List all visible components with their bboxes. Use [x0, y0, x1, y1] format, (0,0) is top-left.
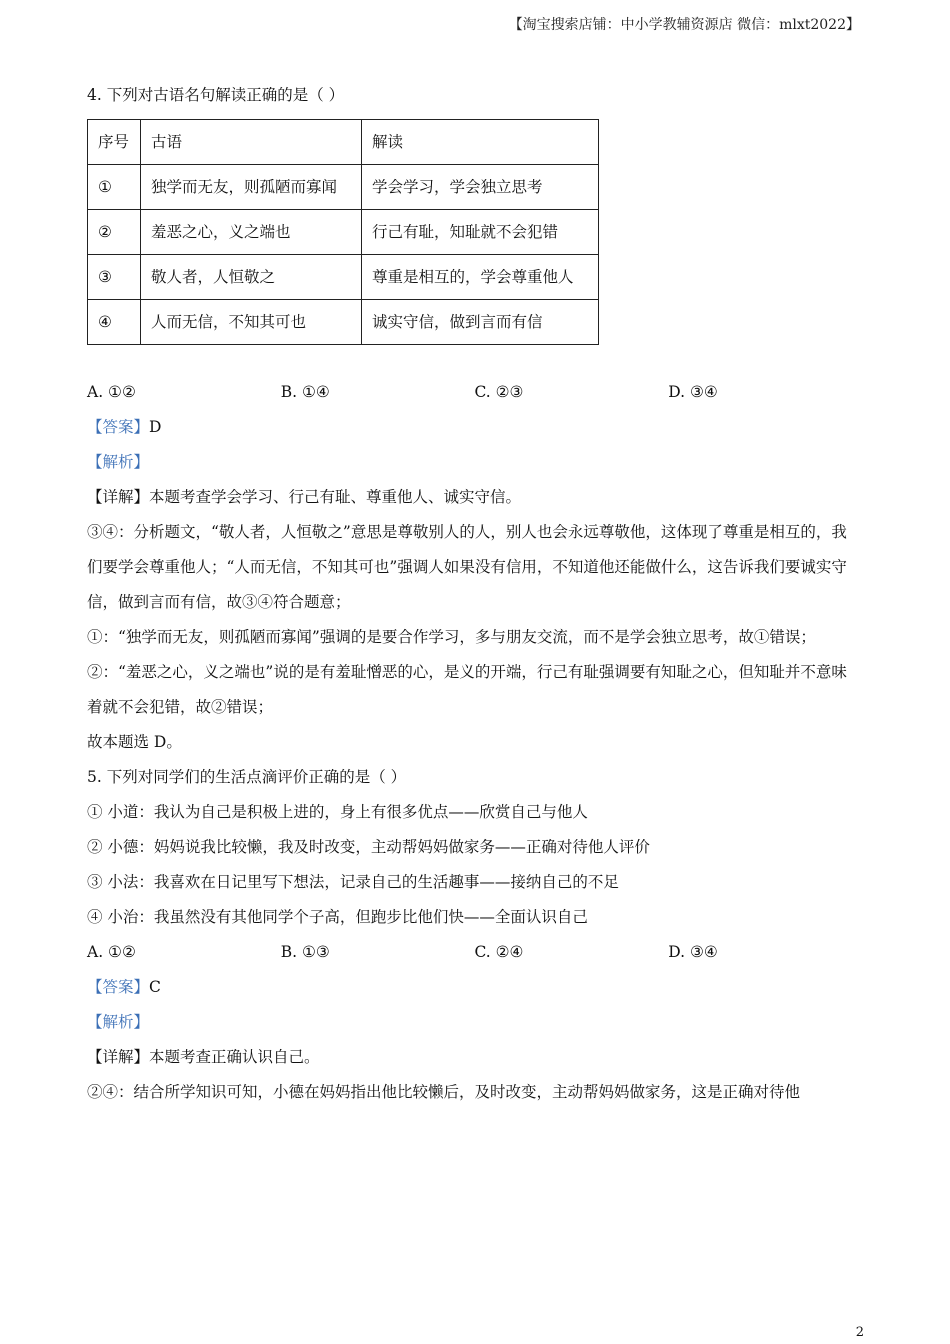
table-cell: 行己有耻，知耻就不会犯错	[362, 210, 599, 255]
q5-answer	[87, 970, 862, 1005]
q5-item: ③ 小法：我喜欢在日记里写下想法，记录自己的生活趣事——接纳自己的不足	[87, 873, 619, 891]
table-cell: 羞恶之心，义之端也	[141, 210, 362, 255]
option-c: C. ②④	[474, 943, 524, 961]
option-d: D. ③④	[668, 383, 718, 401]
table-header-cell: 古语	[141, 120, 362, 165]
page-number: 2	[855, 1325, 864, 1340]
q4-analysis-paragraph: ①：“独学而无友，则孤陋而寡闻”强调的是要合作学习，多与朋友交流，而不是学会独立思考，故①错误；	[87, 628, 816, 646]
table-row	[88, 300, 599, 345]
table-cell: 诚实守信，做到言而有信	[362, 300, 599, 345]
q4-analysis-paragraph: ③④：分析题文，“敬人者，人恒敬之”意思是尊敬别人的人，别人也会永远尊敬他，这体现了尊重是相互的，我们要学会尊重他人；“人而无信，不知其可也”强调人如果没有信用，不知道他还能做什么，这告诉我们要诚实守信，做到言而有信，故③④符合题意；	[87, 523, 847, 611]
q4-analysis-paragraph: ②：“羞恶之心，义之端也”说的是有羞耻憎恶的心，是义的开端，行己有耻强调要有知耻之心，但知耻并不意味着就不会犯错，故②错误；	[87, 663, 847, 716]
table-cell: 人而无信，不知其可也	[141, 300, 362, 345]
table-cell: ③	[88, 255, 141, 300]
q5-stem: 5. 下列对同学们的生活点滴评价正确的是（ ）	[87, 768, 407, 786]
table-row	[88, 165, 599, 210]
table-cell: ②	[88, 210, 141, 255]
table-cell: 学会学习，学会独立思考	[362, 165, 599, 210]
table-cell: ④	[88, 300, 141, 345]
q5-detail: 【详解】本题考查正确认识自己。	[87, 1048, 320, 1066]
option-a: A. ①②	[87, 943, 136, 961]
q4-answer	[87, 410, 862, 445]
q5-options	[87, 935, 862, 970]
table-cell: 尊重是相互的，学会尊重他人	[362, 255, 599, 300]
q4-analysis-label: 【解析】	[87, 453, 150, 471]
q5-item: ① 小道：我认为自己是积极上进的，身上有很多优点——欣赏自己与他人	[87, 803, 588, 821]
page-content	[87, 78, 862, 1110]
table-cell: ①	[88, 165, 141, 210]
answer-value: C	[149, 978, 161, 996]
q4-table	[87, 119, 599, 345]
q4-detail: 【详解】本题考查学会学习、行己有耻、尊重他人、诚实守信。	[87, 488, 522, 506]
table-header-cell: 序号	[88, 120, 141, 165]
option-b: B. ①③	[280, 943, 330, 961]
q4-conclusion: 故本题选 D。	[87, 733, 182, 751]
q4-stem: 4. 下列对古语名句解读正确的是（ ）	[87, 86, 345, 104]
q5-item: ② 小德：妈妈说我比较懒，我及时改变，主动帮妈妈做家务——正确对待他人评价	[87, 838, 650, 856]
option-c: C. ②③	[474, 383, 524, 401]
table-cell: 独学而无友，则孤陋而寡闻	[141, 165, 362, 210]
option-d: D. ③④	[668, 943, 718, 961]
page-header: 【淘宝搜索店铺：中小学教辅资源店 微信：mlxt2022】	[508, 17, 860, 33]
answer-value: D	[149, 418, 162, 436]
q4-options	[87, 375, 862, 410]
q5-analysis-paragraph: ②④：结合所学知识可知，小德在妈妈指出他比较懒后，及时改变，主动帮妈妈做家务，这是正确对待他	[87, 1083, 801, 1101]
answer-label: 【答案】	[87, 978, 150, 996]
option-a: A. ①②	[87, 383, 136, 401]
answer-label: 【答案】	[87, 418, 150, 436]
table-row	[88, 210, 599, 255]
option-b: B. ①④	[280, 383, 330, 401]
table-header-cell: 解读	[362, 120, 599, 165]
q5-item: ④ 小治：我虽然没有其他同学个子高，但跑步比他们快——全面认识自己	[87, 908, 588, 926]
table-cell: 敬人者，人恒敬之	[141, 255, 362, 300]
table-header-row	[88, 120, 599, 165]
table-row	[88, 255, 599, 300]
q5-analysis-label: 【解析】	[87, 1013, 150, 1031]
